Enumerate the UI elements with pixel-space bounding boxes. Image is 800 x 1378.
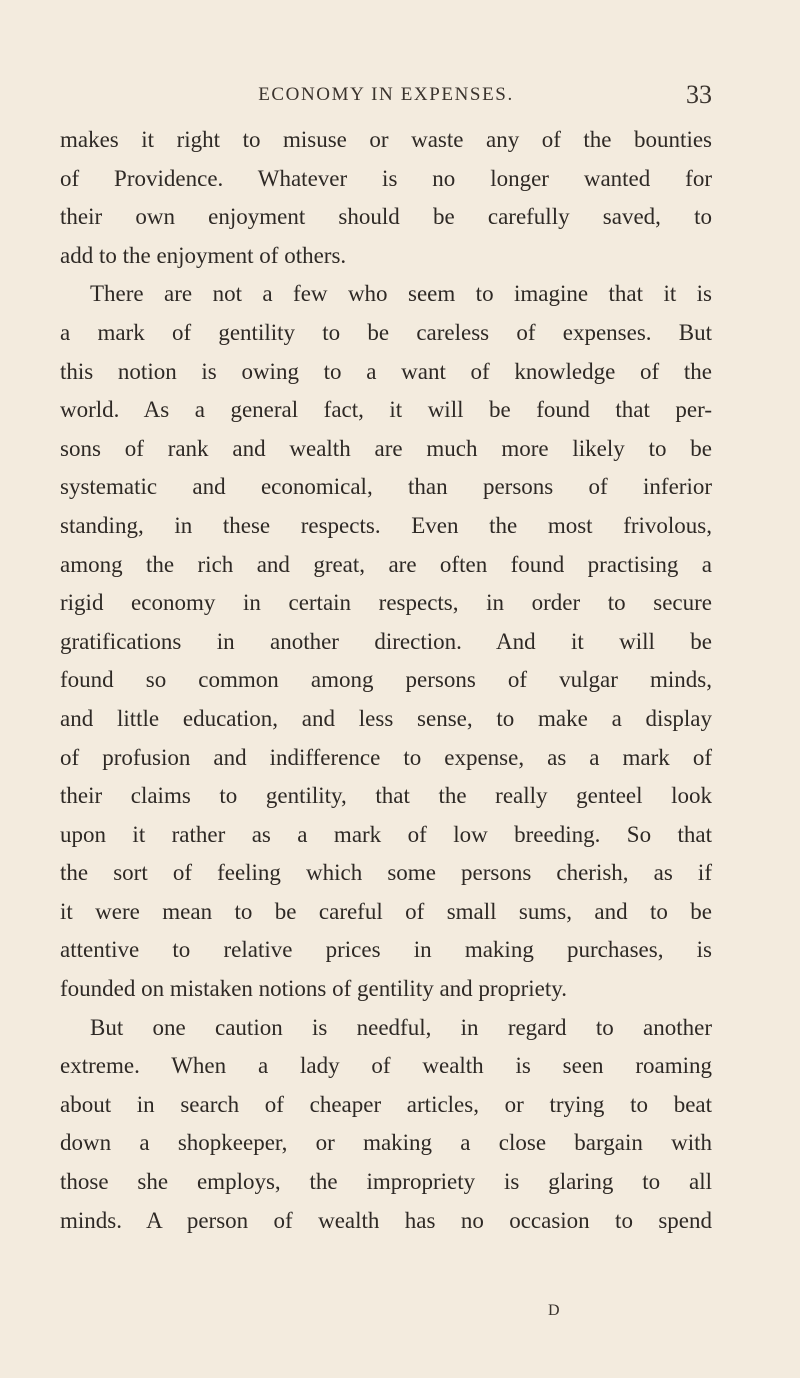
text-line: add to the enjoyment of others.: [60, 242, 347, 268]
running-title: ECONOMY IN EXPENSES.: [258, 84, 514, 105]
text-line: minds. A person of wealth has no occasion to spend: [60, 1207, 712, 1233]
signature-mark: D: [548, 1302, 561, 1319]
text-line: their claims to gentility, that the really genteel look: [60, 783, 712, 809]
text-line: the sort of feeling which some persons cherish, as if: [60, 860, 712, 886]
text-line: There are not a few who seem to imagine that it is: [90, 281, 712, 307]
page-number: 33: [686, 80, 712, 109]
text-line: this notion is owing to a want of knowledge of the: [60, 358, 712, 384]
running-head: [60, 80, 712, 114]
text-line: of Providence. Whatever is no longer wanted for: [60, 165, 712, 191]
text-line: it were mean to be careful of small sums, and to be: [60, 898, 712, 924]
text-line: founded on mistaken notions of gentility and propriety.: [60, 976, 567, 1002]
text-line: But one caution is needful, in regard to another: [90, 1014, 712, 1040]
text-line: makes it right to misuse or waste any of the bounties: [60, 127, 712, 152]
text-line: among the rich and great, are often found practising a: [60, 551, 712, 577]
text-line: systematic and economical, than persons of inferior: [60, 474, 712, 500]
text-line: world. As a general fact, it will be found that per-: [60, 397, 712, 423]
body-text: [60, 121, 712, 1240]
text-line: attentive to relative prices in making purchases, is: [60, 937, 712, 963]
text-line: down a shopkeeper, or making a close bargain with: [60, 1130, 712, 1156]
text-line: gratifications in another direction. And it will be: [60, 628, 712, 654]
text-line: about in search of cheaper articles, or trying to beat: [60, 1091, 712, 1117]
text-line: standing, in these respects. Even the most frivolous,: [60, 512, 712, 538]
text-line: those she employs, the impropriety is glaring to all: [60, 1169, 712, 1195]
text-line: of profusion and indifference to expense, as a mark of: [60, 744, 712, 770]
text-line: their own enjoyment should be carefully saved, to: [60, 204, 712, 230]
text-line: upon it rather as a mark of low breeding. So that: [60, 821, 712, 847]
text-line: a mark of gentility to be careless of expenses. But: [60, 319, 712, 345]
text-line: sons of rank and wealth are much more likely to be: [60, 435, 712, 461]
text-line: extreme. When a lady of wealth is seen roaming: [60, 1053, 712, 1079]
text-line: rigid economy in certain respects, in order to secure: [60, 590, 712, 616]
text-line: found so common among persons of vulgar minds,: [60, 667, 712, 693]
text-line: and little education, and less sense, to make a display: [60, 705, 712, 731]
